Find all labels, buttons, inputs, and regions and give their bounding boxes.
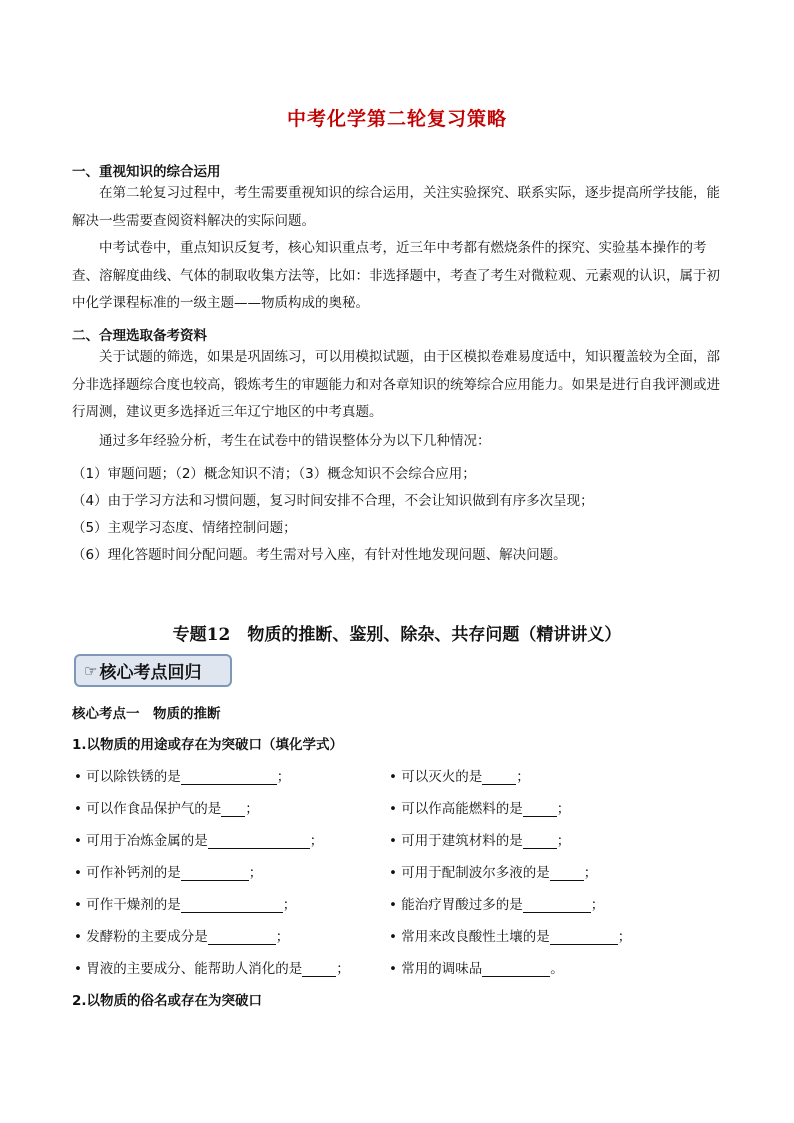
fill-item-text: 常用的调味品 (401, 961, 483, 977)
fill-item-end: ； (248, 865, 263, 881)
fill-item-text: 可作干燥剂的是 (86, 897, 181, 913)
fill-item (74, 797, 259, 817)
core-point-1-heading: 核心考点一 物质的推断 (72, 706, 221, 722)
fill-item-text: 可以作食品保护气的是 (86, 801, 222, 817)
subsection-1-heading: 1.以物质的用途或存在为突破口（填化学式） (72, 737, 344, 753)
fill-item-end: ； (516, 769, 530, 785)
section-2-paragraph-1: 关于试题的筛选，如果是巩固练习，可以用模拟试题，由于区模拟卷难易度适中，知识覆盖较为全面，部分非选择题综合度也较高，锻炼考生的审题能力和对各章知识的统筹综合应用能力。如果是进行自我评测或进行周测，建议更多选择近三年辽宁地区的中考真题。 (72, 349, 720, 420)
fill-item (74, 861, 262, 881)
fill-item (389, 925, 631, 945)
section-2-heading: 二、合理选取备考资料 (72, 328, 207, 344)
section-1-heading: 一、重视知识的综合运用 (72, 164, 221, 180)
answer-blank[interactable] (302, 962, 336, 977)
bullet: • (74, 833, 82, 849)
fill-item-text: 可用于配制波尔多液的是 (401, 865, 550, 881)
answer-blank[interactable] (550, 866, 584, 881)
pointing-hand-icon: ☞ (84, 661, 98, 680)
fill-item-text: 可以灭火的是 (401, 769, 483, 785)
bullet: • (74, 801, 82, 817)
answer-blank[interactable] (181, 866, 249, 881)
section-1-paragraph-2: 中考试卷中，重点知识反复考，核心知识重点考，近三年中考都有燃烧条件的探究、实验基本操作的考查、溶解度曲线、气体的制取收集方法等，比如：非选择题中，考查了考生对微粒观、元素观的认识，属于初中化学课程标准的一级主题——物质构成的奥秘。 (72, 240, 720, 311)
fill-item-end: ； (583, 865, 598, 881)
fill-item-end: ； (556, 801, 571, 817)
answer-blank[interactable] (482, 962, 550, 977)
answer-blank[interactable] (550, 930, 618, 945)
fill-item-end: ； (275, 929, 290, 945)
fill-item (74, 957, 350, 977)
error-item-3: （5）主观学习态度、情绪控制问题； (72, 520, 297, 536)
page-title: 中考化学第二轮复习策略 (286, 108, 507, 130)
fill-item (389, 765, 530, 785)
error-item-1: （1）审题问题；（2）概念知识不清；（3）概念知识不会综合应用； (72, 466, 476, 482)
fill-item (74, 893, 296, 913)
section-2-paragraph-2: 通过多年经验分析，考生在试卷中的错误整体分为以下几种情况： (99, 433, 491, 449)
error-item-2: （4）由于学习方法和习惯问题，复习时间安排不合理，不会让知识做到有序多次呈现； (72, 493, 594, 509)
fill-item-end: ； (336, 961, 350, 977)
fill-item-text: 胃液的主要成分、能帮助人消化的是 (86, 961, 303, 977)
core-review-badge (74, 654, 232, 687)
section-1-paragraph-1: 在第二轮复习过程中，考生需要重视知识的综合运用，关注实验探究、联系实际，逐步提高所学技能，能解决一些需要查阅资料解决的实际问题。 (72, 185, 720, 229)
answer-blank[interactable] (523, 898, 591, 913)
bullet: • (389, 897, 397, 913)
fill-item (389, 957, 564, 977)
fill-item-text: 可以除铁锈的是 (86, 769, 181, 785)
fill-item (74, 829, 323, 849)
answer-blank[interactable] (208, 930, 276, 945)
bullet: • (389, 961, 397, 977)
fill-item-end: ； (276, 769, 291, 785)
bullet: • (389, 801, 397, 817)
bullet: • (74, 929, 82, 945)
bullet: • (389, 833, 397, 849)
fill-item-end: ； (617, 929, 632, 945)
answer-blank[interactable] (482, 770, 516, 785)
fill-item-end: ； (245, 801, 259, 817)
answer-blank[interactable] (523, 802, 557, 817)
fill-item (389, 893, 604, 913)
fill-item-end: ； (309, 833, 324, 849)
bullet: • (74, 897, 82, 913)
error-item-4: （6）理化答题时间分配问题。考生需对号入座，有针对性地发现问题、解决问题。 (72, 547, 567, 563)
topic-title: 专题12 物质的推断、鉴别、除杂、共存问题（精讲讲义） (172, 625, 622, 645)
bullet: • (389, 865, 397, 881)
bullet: • (389, 929, 397, 945)
answer-blank[interactable] (221, 802, 245, 817)
badge-label: 核心考点回归 (99, 663, 202, 683)
answer-blank[interactable] (181, 770, 277, 785)
fill-item (389, 861, 597, 881)
subsection-2-heading: 2.以物质的俗名或存在为突破口 (72, 993, 263, 1009)
fill-item-text: 常用来改良酸性土壤的是 (401, 929, 550, 945)
bullet: • (74, 769, 82, 785)
answer-blank[interactable] (523, 834, 557, 849)
answer-blank[interactable] (181, 898, 283, 913)
fill-item (389, 829, 570, 849)
answer-blank[interactable] (208, 834, 310, 849)
fill-item-end: ； (590, 897, 605, 913)
fill-item-text: 可用于冶炼金属的是 (86, 833, 208, 849)
fill-item-end: ； (556, 833, 571, 849)
fill-item-end: 。 (550, 961, 564, 977)
bullet: • (389, 769, 397, 785)
bullet: • (74, 961, 82, 977)
bullet: • (74, 865, 82, 881)
fill-item (389, 797, 570, 817)
fill-item-text: 可以作高能燃料的是 (401, 801, 523, 817)
fill-item-text: 发酵粉的主要成分是 (86, 929, 208, 945)
fill-item-text: 可作补钙剂的是 (86, 865, 181, 881)
fill-item-text: 可用于建筑材料的是 (401, 833, 523, 849)
fill-item-end: ； (282, 897, 297, 913)
fill-item (74, 925, 289, 945)
fill-item-text: 能治疗胃酸过多的是 (401, 897, 523, 913)
fill-item (74, 765, 290, 785)
